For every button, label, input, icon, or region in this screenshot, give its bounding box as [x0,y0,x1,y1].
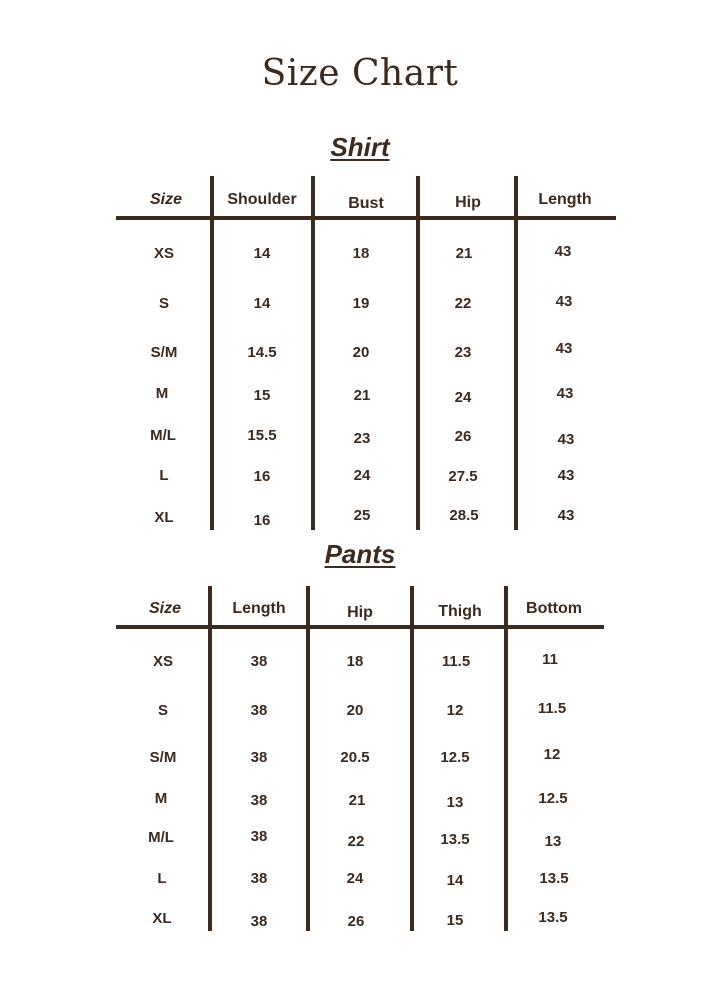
shirt-cell-shoulder: 16 [253,512,271,529]
pants-header-hip: Hip [347,604,373,621]
pants-cell-thigh: 13 [446,794,464,811]
shirt-cell-size: S/M [150,344,178,361]
pants-cell-length: 38 [250,653,268,670]
shirt-column-divider [311,176,315,530]
pants-cell-bottom: 12.5 [538,790,568,807]
shirt-cell-length: 43 [556,385,574,402]
shirt-cell-size: L [159,467,169,484]
pants-cell-hip: 18 [346,653,364,670]
pants-header-divider [116,625,604,629]
pants-cell-thigh: 13.5 [440,831,470,848]
pants-cell-hip: 20 [346,702,364,719]
shirt-column-divider [514,176,518,530]
shirt-cell-length: 43 [555,293,573,310]
pants-header-bottom: Bottom [526,600,582,617]
shirt-cell-size: S [158,295,170,312]
pants-cell-bottom: 13.5 [539,870,569,887]
shirt-header-shoulder: Shoulder [227,191,297,208]
shirt-cell-bust: 18 [352,245,370,262]
shirt-cell-length: 43 [557,431,575,448]
shirt-cell-shoulder: 15.5 [247,427,277,444]
shirt-cell-bust: 21 [353,387,371,404]
shirt-column-divider [210,176,214,530]
shirt-cell-hip: 27.5 [448,468,478,485]
pants-cell-hip: 24 [346,870,364,887]
shirt-cell-length: 43 [555,340,573,357]
pants-column-divider [208,586,212,931]
pants-cell-size: M [154,790,168,807]
pants-cell-hip: 21 [348,792,366,809]
pants-cell-bottom: 13.5 [538,909,568,926]
pants-column-divider [306,586,310,931]
shirt-cell-size: M [155,385,169,402]
shirt-cell-hip: 26 [454,428,472,445]
shirt-cell-hip: 28.5 [449,507,479,524]
pants-cell-length: 38 [250,702,268,719]
shirt-column-divider [416,176,420,530]
shirt-cell-shoulder: 15 [253,387,271,404]
pants-cell-length: 38 [250,913,268,930]
pants-cell-size: M/L [148,829,174,846]
shirt-cell-shoulder: 14 [253,295,271,312]
pants-cell-length: 38 [250,870,268,887]
pants-cell-size: S/M [149,749,177,766]
pants-header-size: Size [148,600,182,617]
pants-cell-thigh: 11.5 [441,653,471,670]
pants-header-length: Length [232,600,286,617]
pants-cell-bottom: 11.5 [537,700,567,717]
pants-column-divider [504,586,508,931]
shirt-cell-bust: 20 [352,344,370,361]
pants-column-divider [410,586,414,931]
pants-cell-bottom: 12 [543,746,561,763]
shirt-cell-size: M/L [150,427,176,444]
pants-cell-thigh: 12.5 [440,749,470,766]
shirt-cell-size: XS [153,245,175,262]
shirt-section-title: Shirt [330,132,390,162]
shirt-cell-bust: 19 [352,295,370,312]
shirt-cell-bust: 24 [353,467,371,484]
shirt-cell-hip: 21 [455,245,473,262]
shirt-cell-length: 43 [554,243,572,260]
shirt-header-hip: Hip [455,194,481,211]
shirt-header-bust: Bust [348,195,384,212]
pants-cell-length: 38 [250,749,268,766]
pants-cell-hip: 22 [347,833,365,850]
page-title: Size Chart [261,53,459,94]
pants-cell-thigh: 12 [446,702,464,719]
shirt-cell-hip: 24 [454,389,472,406]
pants-cell-bottom: 11 [542,651,558,668]
shirt-cell-shoulder: 14.5 [247,344,277,361]
shirt-header-divider [116,216,616,220]
pants-cell-hip: 20.5 [340,749,370,766]
pants-cell-length: 38 [250,828,268,845]
shirt-cell-bust: 25 [353,507,371,524]
shirt-header-length: Length [538,191,592,208]
pants-cell-length: 38 [250,792,268,809]
pants-cell-thigh: 14 [446,872,464,889]
pants-cell-size: L [157,870,167,887]
shirt-cell-shoulder: 14 [253,245,271,262]
pants-cell-thigh: 15 [446,912,464,929]
shirt-cell-length: 43 [557,467,575,484]
shirt-cell-length: 43 [557,507,575,524]
shirt-header-size: Size [149,191,183,208]
pants-cell-size: XS [152,653,174,670]
pants-header-thigh: Thigh [438,603,482,620]
shirt-cell-bust: 23 [353,430,371,447]
shirt-cell-hip: 23 [454,344,472,361]
pants-cell-bottom: 13 [544,833,562,850]
pants-cell-hip: 26 [347,913,365,930]
shirt-cell-size: XL [154,509,174,526]
shirt-cell-shoulder: 16 [253,468,271,485]
pants-section-title: Pants [324,539,396,569]
pants-cell-size: S [157,702,169,719]
shirt-cell-hip: 22 [454,295,472,312]
pants-cell-size: XL [152,910,172,927]
